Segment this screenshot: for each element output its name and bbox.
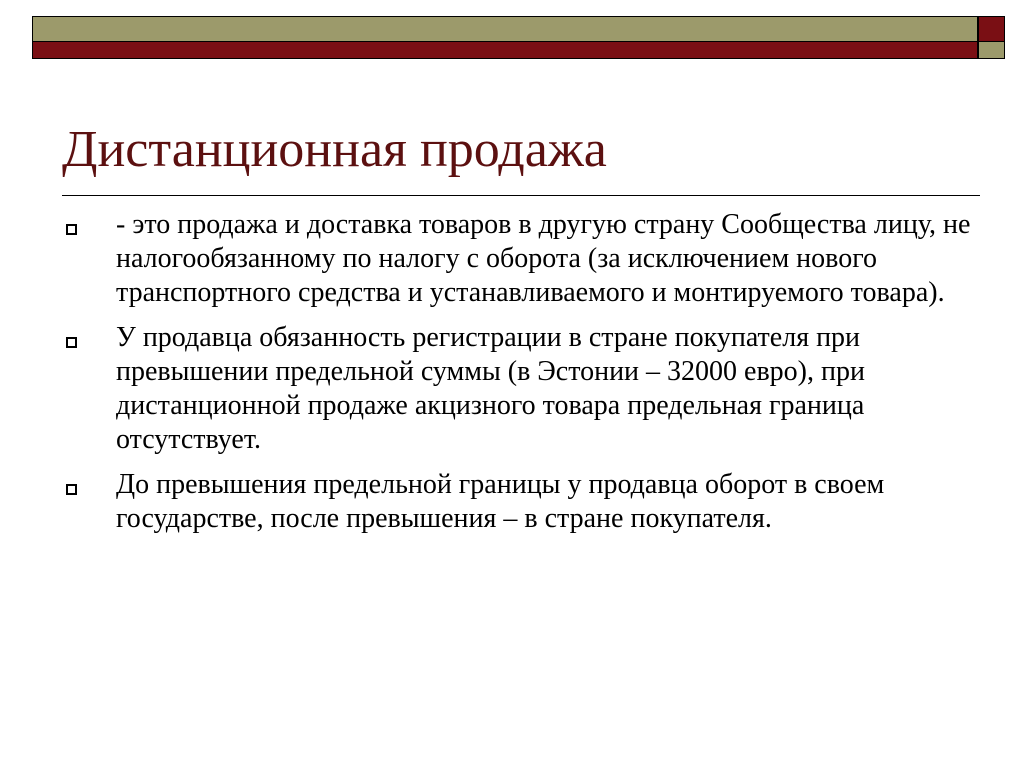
bullet-text: У продавца обязанность регистрации в стране покупателя при превышении предельной суммы (в Эстонии – 32000 евро), при дистанционной продаже акцизного товара предельная граница отсутствует. <box>116 322 865 455</box>
bullet-text: - это продажа и доставка товаров в другую страну Сообщества лицу, не налогообязанному по налогу с оборота (за исключением нового транспортного средства и устанавливаемого и монтируемого товара). <box>116 209 971 308</box>
list-item <box>60 321 975 457</box>
list-item <box>60 208 975 310</box>
corner-olive-square <box>978 42 1005 59</box>
bullet-list <box>60 208 975 547</box>
slide-title: Дистанционная продажа <box>62 121 607 178</box>
list-item <box>60 468 975 536</box>
title-divider <box>62 195 980 196</box>
hollow-square-icon <box>66 484 77 495</box>
hollow-square-icon <box>66 224 77 235</box>
bullet-text: До превышения предельной границы у продавца оборот в своем государстве, после превышения – в стране покупателя. <box>116 469 885 534</box>
hollow-square-icon <box>66 337 77 348</box>
top-red-band <box>32 42 978 59</box>
corner-red-square <box>978 16 1005 42</box>
top-olive-band <box>32 16 978 42</box>
